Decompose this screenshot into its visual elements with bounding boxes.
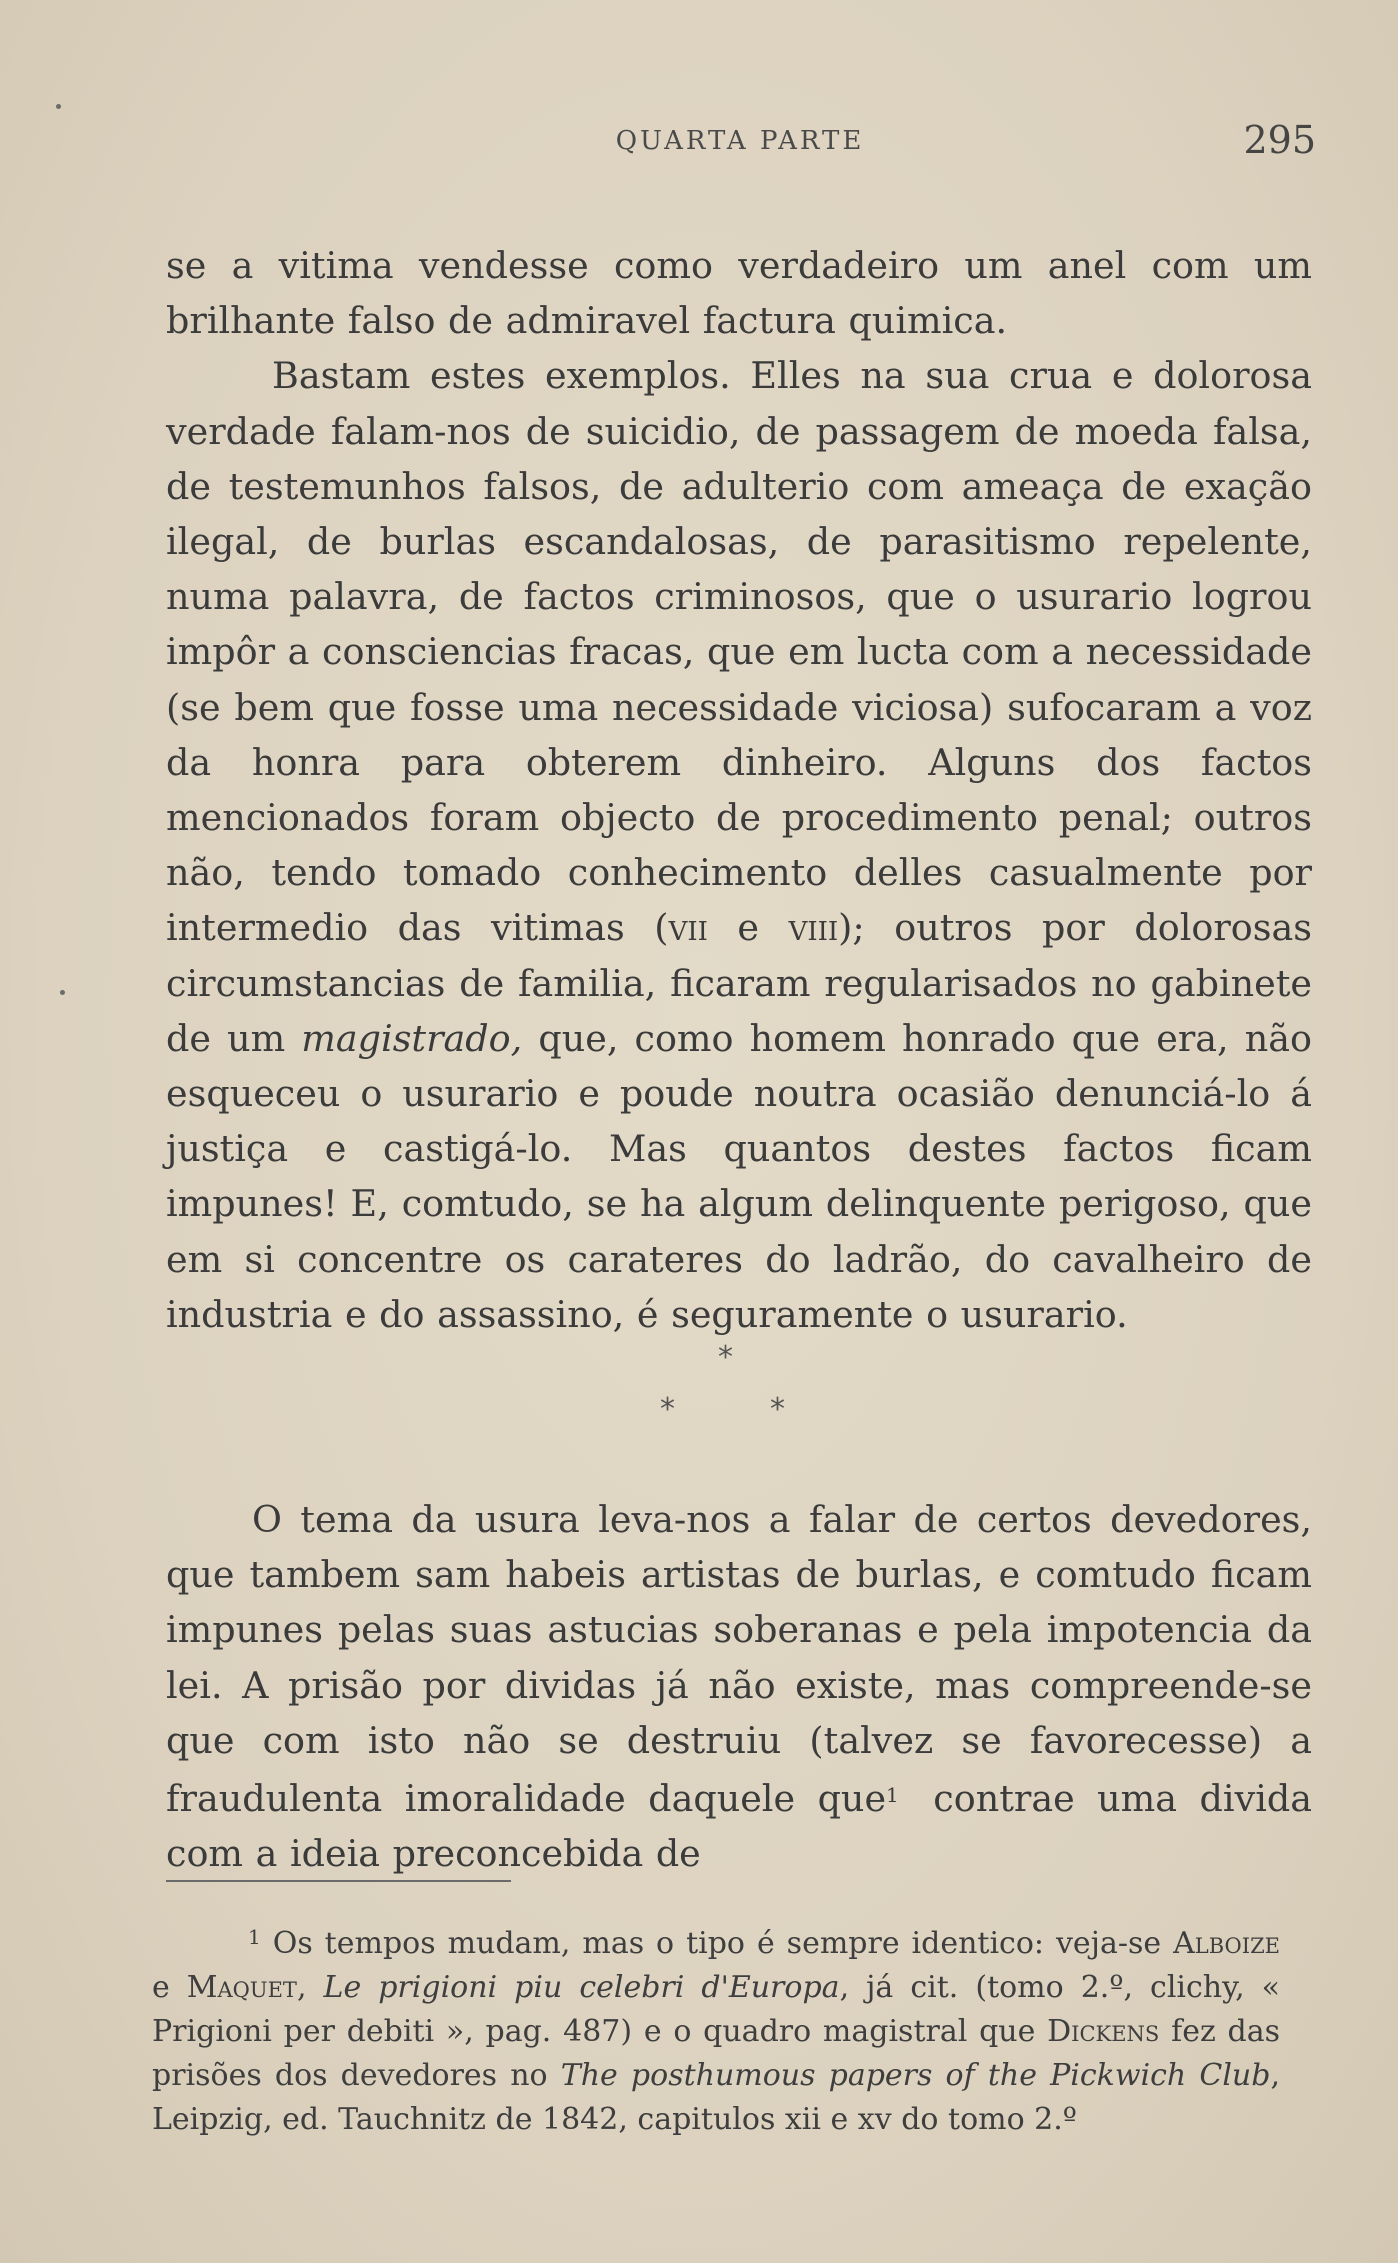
footnote-marker: 1 (248, 1925, 261, 1949)
italic-term: magistrado, (301, 1016, 523, 1060)
page-header (160, 118, 1320, 168)
asterisk: * (660, 1392, 675, 1427)
book-title: Le prigioni piu celebri d'Europa (323, 1970, 840, 2005)
footnote-segment: , (296, 1970, 324, 2005)
main-text (166, 238, 1312, 1342)
paragraph-3 (166, 1492, 1312, 1881)
footnote-segment: fez das prisões dos devedores no (152, 2014, 1280, 2093)
paragraph-2-conjunction: e (707, 906, 789, 950)
paragraph-3-text-a: O tema da usura leva-nos a falar de certos devedores, que tambem sam habeis artistas de burlas, e comtudo ficam impunes pelas suas astucias soberanas e pela impotencia da lei. A prisão por dividas já não existe, mas compreende-se que com isto não se destruiu (talvez se favorecesse) a fraudulenta imoralidade daquele que (166, 1498, 1312, 1821)
page-number: 295 (1243, 118, 1316, 162)
asterisk: * (770, 1392, 785, 1427)
paragraph-2-text-c: que, como homem honrado que era, não esqueceu o usurario e poude noutra ocasião denunciá-lo á justiça e castigá-lo. Mas quantos destes factos ficam impunes! E, comtudo, se ha algum delinquente perigoso, que em si concentre os carateres do ladrão, do cavalheiro de industria e do assassino, é seguramente o usurario. (166, 1016, 1312, 1336)
footnote (152, 1915, 1280, 2142)
paragraph-2-text-b: ); outros por dolorosas circumstancias de familia, ficaram regularisados no gabinete de um (166, 906, 1313, 1060)
author-name: Dickens (1047, 2014, 1160, 2049)
footnote-segment: , Leipzig, ed. Tauchnitz de 1842, capitulos xii e xv do tomo 2.º (152, 2058, 1280, 2137)
asterism (600, 1340, 860, 1430)
author-name: Maquet (186, 1970, 297, 2005)
footnote-separator (166, 1880, 511, 1882)
main-text-continued (166, 1492, 1312, 1881)
footnote-text (152, 1915, 1280, 2142)
footnote-segment: Os tempos mudam, mas o tipo é sempre identico: veja-se (272, 1926, 1174, 1961)
roman-numeral: viii (788, 906, 839, 950)
speck (56, 104, 61, 109)
running-head: QUARTA PARTE (615, 126, 865, 156)
roman-numeral: vii (668, 906, 708, 950)
footnote-reference: 1 (886, 1783, 899, 1808)
speck (60, 990, 65, 995)
asterisk: * (718, 1340, 733, 1375)
footnote-segment: , já cit. (tomo 2.º, clichy, « Prigioni per debiti », pag. 487) e o quadro magistral que (152, 1970, 1281, 2049)
paragraph-2 (166, 348, 1312, 1342)
book-title: The posthumous papers of the Pickwich Club (560, 2058, 1271, 2093)
paragraph-1: se a vitima vendesse como verdadeiro um anel com um brilhante falso de admiravel factura quimica. (166, 244, 1312, 343)
footnote-segment: e (152, 1970, 187, 2005)
author-name: Alboize (1173, 1926, 1280, 1961)
paragraph-2-text-a: Bastam estes exemplos. Elles na sua crua e dolorosa verdade falam-nos de suicidio, de passagem de moeda falsa, de testemunhos falsos, de adulterio com ameaça de exação ilegal, de burlas escandalosas, de parasitismo repelente, numa palavra, de factos criminosos, que o usurario logrou impôr a consciencias fracas, que em lucta com a necessidade (se bem que fosse uma necessidade viciosa) sufocaram a voz da honra para obterem dinheiro. Alguns dos factos mencionados foram objecto de procedimento penal; outros não, tendo tomado conhecimento delles casualmente por intermedio das vitimas ( (166, 354, 1312, 950)
paragraph-3-text-b: contrae uma divida com a ideia preconcebida de (166, 1777, 1312, 1876)
